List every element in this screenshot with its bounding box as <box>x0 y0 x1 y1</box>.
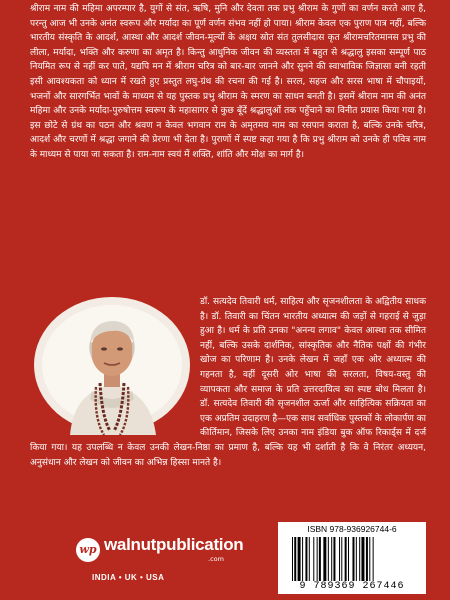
author-photo <box>30 295 190 435</box>
barcode-bar <box>361 537 364 581</box>
blurb-section <box>30 2 426 163</box>
publisher-logo-icon: wp <box>76 538 100 562</box>
barcode-bar <box>366 537 368 581</box>
publisher-logo <box>76 530 256 574</box>
barcode-bar <box>331 537 332 581</box>
author-bio: डॉ. सत्यदेव तिवारी धर्म, साहित्य और सृजनशीलता के अद्वितीय साधक है। डॉ. तिवारी का चिंतन भारतीय अध्यात्म की जड़ों से गहराई से जुड़ा हुआ है। धर्म के प्रति उनका "अनन्य लगाव" केवल आस्था तक सीमित नहीं, बल्कि उसके दार्शनिक, सांस्कृतिक और नैतिक पक्षों की गंभीर खोज का परिणाम है। उनके लेखन में जहाँ एक ओर अध्यात्म की गहनता है, वहीं दूसरी ओर भाषा की सरलता, विषय-वस्तु की व्यापकता और समाज के प्रति उत्तरदायित्व का स्पष्ट बोध मिलता है। डॉ. सत्यदेव तिवारी की सृजनशील ऊर्जा और साहित्यिक सक्रियता का एक अप्रतिम उदाहरण है—एक साथ सर्वाधिक पुस्तकों के लोकार्पण का कीर्तिमान, जिसके लिए उनका नाम इंडिया बुक ऑफ रिकार्ड्स में दर्ज किया गया। यह उपलब्धि न केवल उनकी लेखन-निष्ठा का प्रमाण है, बल्कि यह भी दर्शाती है कि वे निरंतर अध्ययन, अनुसंधान और लेखन को जीवन का अभिन्न हिस्सा मानते है। <box>30 297 426 468</box>
barcode-bar <box>373 537 374 581</box>
barcode-bar <box>356 537 357 581</box>
barcode-bar <box>302 537 303 581</box>
isbn-label: ISBN 978-936926744-6 <box>307 524 397 534</box>
barcode-bar <box>339 537 340 581</box>
barcode-bar <box>341 537 342 581</box>
barcode-bar <box>369 537 370 581</box>
publisher-name: walnutpublication <box>104 535 244 554</box>
barcode-bar <box>292 537 293 581</box>
barcode-bar <box>313 537 314 581</box>
publisher-countries: INDIA • UK • USA <box>92 573 165 582</box>
barcode-bar <box>317 537 318 581</box>
isbn-barcode-box <box>278 522 426 594</box>
barcode-bar <box>323 537 326 581</box>
barcode-bar <box>345 537 347 581</box>
barcode-bar <box>305 537 307 581</box>
barcode-bar <box>348 537 349 581</box>
barcode-bar <box>294 537 296 581</box>
blurb-paragraph: श्रीराम नाम की महिमा अपरम्पार है, युगों से संत, ऋषि, मुनि और देवता तक प्रभु श्रीराम के गुणों का वर्णन करते आए है, परन्तु आज भी उनके अनंत स्वरूप और मर्यादा का पूर्ण वर्णन संभव नहीं हो पाया। श्रीराम केवल एक पुराण पात्र नहीं, बल्कि भारतीय संस्कृति के आदर्श, आस्था और आदर्श जीवन-मूल्यों के अक्षय स्रोत संत तुलसीदास कृत श्रीरामचरितमानस प्रभु की लीला, मर्यादा, भक्ति और करुणा का अमृत है। किन्तु आधुनिक जीवन की व्यस्तता में बहुत से श्रद्धालु इसका सम्पूर्ण पाठ नियमित रूप से नहीं कर पाते, यद्यपि मन में श्रीराम चरित्र को बार-बार जानने और सुनने की स्वाभाविक जिज्ञासा बनी रहती इसी आवश्यकता को ध्यान में रखते हुए प्रस्तुत लघु-ग्रंथ की रचना की गई है। सरल, सहज और सरस भाषा में चौपाइयों, भजनों और सारगर्भित भावों के माध्यम से यह पुस्तक प्रभु श्रीराम के स्मरण का साधन बनती है। इसमें श्रीराम नाम की अनंत महिमा और उनके मर्यादा-पुरुषोत्तम स्वरूप के महासागर से कुछ बूँदें श्रद्धालुओं तक पहुँचाने का विनीत प्रयास किया गया है। इस छोटे से ग्रंथ का पठन और श्रवण न केवल भगवान राम के अमृतमय नाम का रसपान कराता है, बल्कि उनके चरित्र, आदर्श और चरणों में श्रद्धा जगाने की प्रेरणा भी देता है। पुराणों में स्पष्ट कहा गया है कि प्रभु श्रीराम को उनके ही पवित्र नाम के माध्यम से पाया जा सकता है। राम-नाम स्वयं में शक्ति, शांति और मोक्ष का मार्ग है। <box>30 4 426 160</box>
barcode-bar <box>298 537 301 581</box>
barcode-bar <box>328 537 329 581</box>
author-portrait-image <box>30 295 190 435</box>
barcode-bar <box>359 537 360 581</box>
publisher-domain: .com <box>208 555 224 563</box>
author-section <box>30 295 426 470</box>
barcode-bar <box>319 537 321 581</box>
barcode-bar <box>309 537 310 581</box>
barcode-bar <box>333 537 335 581</box>
barcode <box>292 537 412 581</box>
barcode-bar <box>352 537 354 581</box>
isbn-digits: 9 789369 267446 <box>299 581 405 592</box>
